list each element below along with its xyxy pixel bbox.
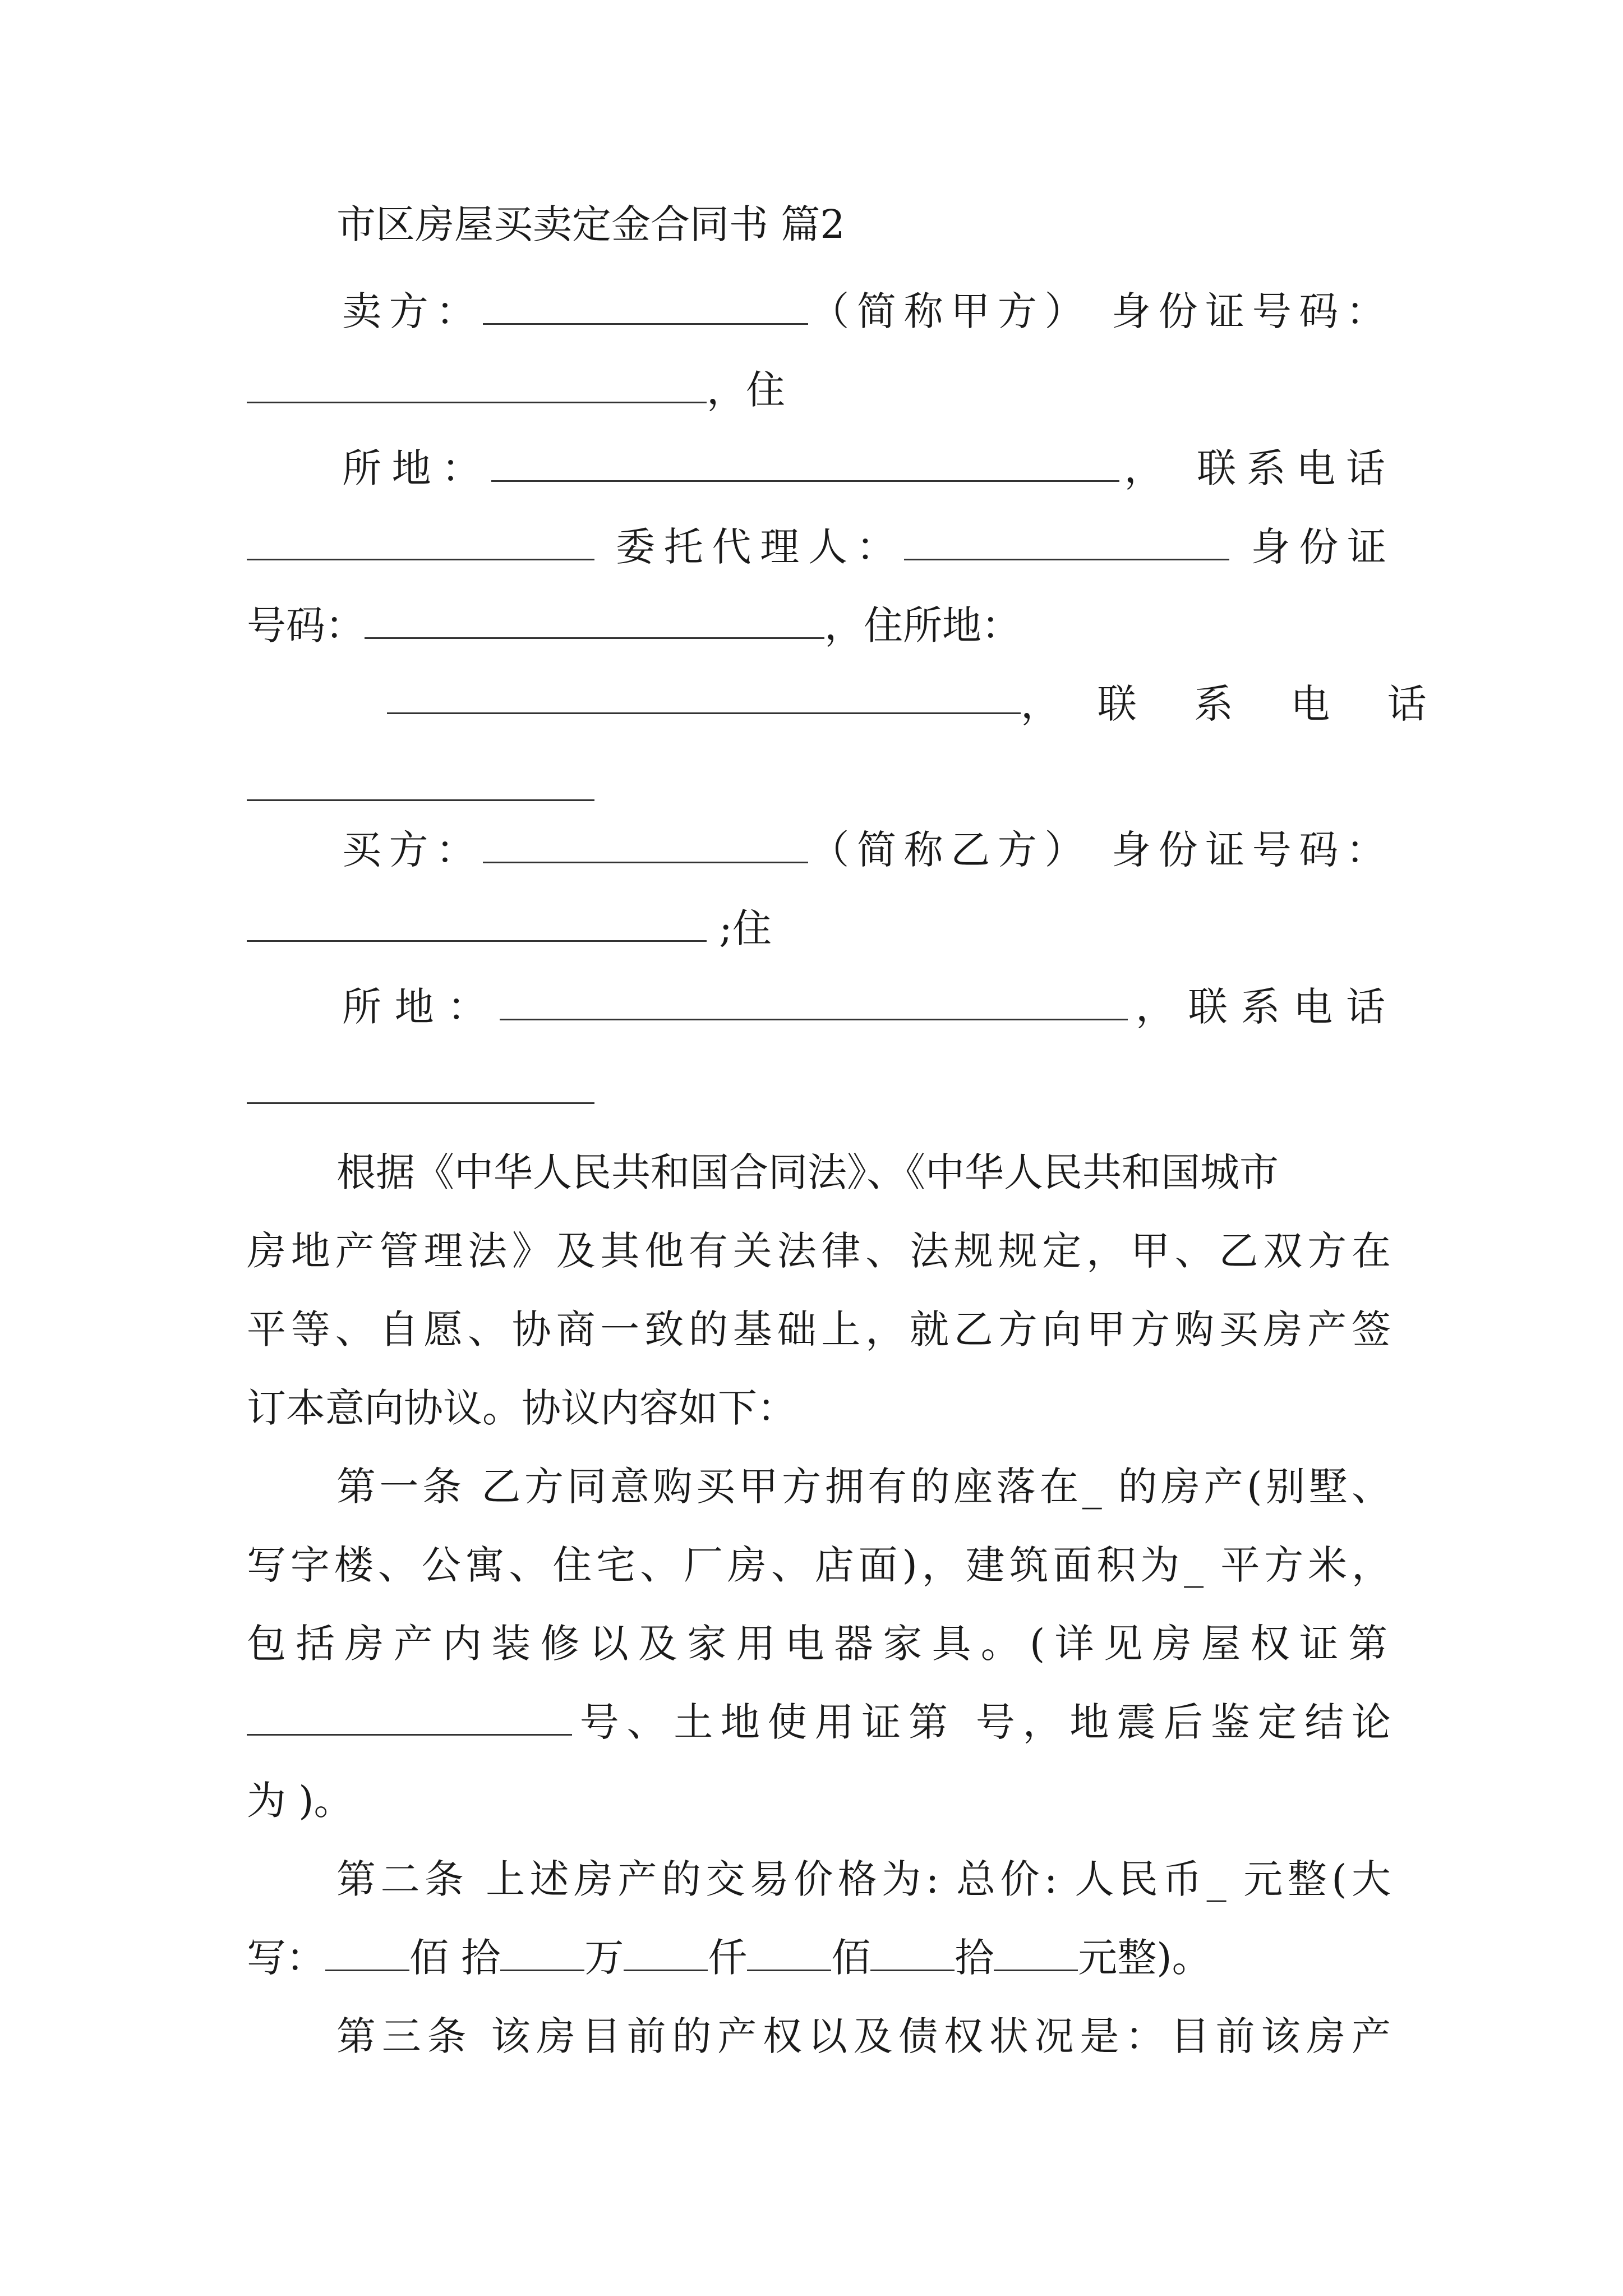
article1-line-5: 为 )。 bbox=[247, 1778, 353, 1824]
seller-agent-phone-blank[interactable] bbox=[247, 799, 594, 801]
seller-zhu: ，住 bbox=[707, 367, 785, 413]
seller-address-blank[interactable] bbox=[491, 441, 1119, 482]
seller-line-4 bbox=[247, 516, 1391, 578]
article3-line-1: 第三条 该房目前的产权以及债权状况是：目前该房产 bbox=[336, 2013, 1391, 2059]
buyer-label: 买方： bbox=[342, 827, 483, 873]
intro-line-3: 平等、自愿、协商一致的基础上，就乙方向甲方购买房产签 bbox=[247, 1306, 1391, 1352]
seller-line-2 bbox=[247, 359, 1391, 421]
article2-line-2: 写： 佰 拾 万 仟 佰 拾 元整)。 bbox=[247, 1927, 1391, 1989]
buyer-phone-label: ，联系电话 bbox=[1128, 984, 1391, 1030]
seller-line-3: 所地： ， 联系电话 bbox=[342, 438, 1391, 499]
seller-name-blank[interactable] bbox=[483, 284, 808, 325]
seller-agent-id-blank[interactable] bbox=[365, 598, 824, 639]
seller-agent-id-label: 身份证 bbox=[1251, 524, 1391, 570]
seller-agent-label: 委托代理人： bbox=[616, 524, 905, 570]
seller-phone-blank[interactable] bbox=[247, 519, 594, 560]
seller-line-5: 号码： ，住所地： bbox=[247, 595, 1391, 656]
seller-agent-blank[interactable] bbox=[904, 519, 1229, 560]
buyer-name-blank[interactable] bbox=[483, 822, 808, 863]
property-cert-blank[interactable] bbox=[247, 1695, 572, 1736]
seller-addr-label: 所地： bbox=[342, 445, 491, 491]
article1-line-1: 第一条 乙方同意购买甲方拥有的座落在_ 的房产(别墅、 bbox=[336, 1464, 1391, 1510]
article2-line-1: 第二条 上述房产的交易价格为: 总价: 人民币_ 元整(大 bbox=[336, 1856, 1391, 1902]
seller-id-blank[interactable] bbox=[247, 362, 707, 403]
seller-agent-phone-label: 联 系 电 话 bbox=[1097, 681, 1449, 727]
buyer-phone-blank[interactable] bbox=[247, 1102, 594, 1104]
buyer-address-blank[interactable] bbox=[500, 979, 1128, 1020]
buyer-line-3 bbox=[342, 976, 1391, 1038]
intro-line-1: 根据《中华人民共和国合同法》、《中华人民共和国城市 bbox=[336, 1149, 1279, 1195]
buyer-addr-label: 所地： bbox=[342, 984, 500, 1030]
article1-line-2: 写字楼、公寓、住宅、厂房、店面)，建筑面积为_ 平方米， bbox=[247, 1542, 1391, 1588]
intro-line-2: 房地产管理法》及其他有关法律、法规规定，甲、乙双方在 bbox=[247, 1228, 1391, 1274]
buyer-id-label: 身份证号码： bbox=[1111, 827, 1391, 873]
article1-line-3: 包括房产内装修以及家用电器家具。(详见房屋权证第 bbox=[247, 1621, 1391, 1667]
buyer-zhu: ;住 bbox=[719, 905, 772, 951]
intro-line-4: 订本意向协议。协议内容如下： bbox=[247, 1385, 796, 1431]
buyer-line-1 bbox=[342, 819, 1391, 881]
buyer-line-2 bbox=[247, 898, 1391, 959]
article1-line-4: 号、土地使用证第 号，地震后鉴定结论 bbox=[247, 1691, 1391, 1753]
buyer-id-blank[interactable] bbox=[247, 901, 707, 942]
amount-blank-3[interactable] bbox=[624, 1930, 708, 1971]
amount-blank-1[interactable] bbox=[325, 1930, 409, 1971]
seller-line-1 bbox=[342, 280, 1391, 342]
amount-blank-2[interactable] bbox=[500, 1930, 584, 1971]
seller-phone-label: 联系电话 bbox=[1197, 445, 1391, 491]
seller-alias: （简称甲方） bbox=[808, 288, 1092, 334]
buyer-alias: （简称乙方） bbox=[808, 827, 1092, 873]
document-title: 市区房屋买卖定金合同书 篇2 bbox=[336, 201, 845, 247]
amount-blank-6[interactable] bbox=[994, 1930, 1078, 1971]
amount-blank-5[interactable] bbox=[870, 1930, 955, 1971]
seller-id-label: 身份证号码： bbox=[1111, 288, 1391, 334]
seller-line-6: ， 联 系 电 话 bbox=[387, 673, 1391, 735]
seller-agent-address-blank[interactable] bbox=[387, 673, 1021, 714]
seller-label: 卖方： bbox=[342, 288, 483, 334]
amount-blank-4[interactable] bbox=[747, 1930, 831, 1971]
